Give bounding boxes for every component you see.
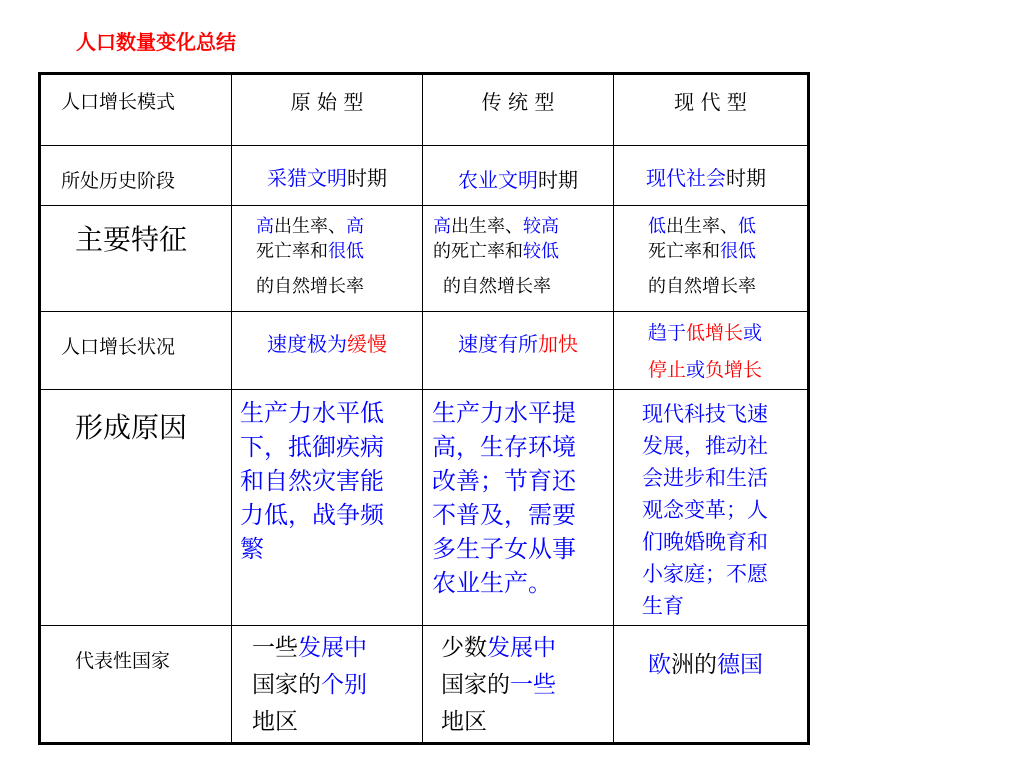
text-line — [441, 704, 613, 741]
cell-stage-modern — [614, 146, 809, 206]
header-row-label-text: 人口增长模式 — [61, 91, 176, 113]
header-modern — [614, 74, 809, 146]
text-line: 观念变革；人 — [642, 498, 768, 522]
row-label-status-text: 人口增长状况 — [61, 336, 176, 358]
text-segment: 出生率、 — [666, 216, 738, 237]
text-line: 不普及，需要 — [432, 501, 576, 529]
text-segment: 发展中 — [298, 635, 367, 661]
text-segment: 高 — [256, 216, 274, 237]
header-primitive-text: 原 始 型 — [290, 90, 364, 114]
stage-modern-text — [614, 146, 807, 191]
text-line: 现代科技飞速 — [642, 402, 768, 426]
status-primitive-text — [232, 312, 422, 357]
text-line — [256, 274, 422, 299]
text-segment: 很低 — [328, 241, 364, 262]
text-line — [441, 630, 613, 667]
text-segment: 时期 — [726, 166, 766, 190]
text-line — [433, 239, 613, 264]
text-segment: 负增长 — [705, 359, 763, 381]
text-segment: 出生率、 — [451, 216, 523, 237]
row-label-stage-text: 所处历史阶段 — [61, 170, 176, 192]
text-line: 小家庭；不愿 — [642, 562, 768, 586]
text-segment: 的自然增长率 — [443, 276, 551, 297]
text-line: 生产力水平提 — [432, 399, 576, 427]
text-line: 发展，推动社 — [642, 434, 768, 458]
text-segment: 时期 — [538, 168, 578, 192]
text-segment: 低增长 — [686, 322, 744, 344]
text-segment: 死亡率和 — [648, 241, 720, 262]
text-segment: 死亡率和 — [256, 241, 328, 262]
countries-modern-text — [614, 626, 807, 679]
text-segment: 停止 — [648, 359, 687, 381]
cell-causes-primitive — [232, 390, 423, 626]
text-segment: 加快 — [538, 332, 578, 356]
row-label-causes-text: 形成原因 — [75, 411, 188, 444]
text-segment: 的死亡率和 — [433, 241, 523, 262]
cell-countries-modern — [614, 626, 809, 744]
text-segment: 少数 — [441, 635, 487, 661]
text-line — [648, 239, 807, 264]
text-segment: 速度有所 — [458, 332, 538, 356]
text-segment: 地区 — [441, 709, 487, 735]
text-line: 们晚婚晚育和 — [642, 530, 768, 554]
stage-primitive-text — [232, 146, 422, 191]
text-segment: 洲的 — [671, 652, 717, 678]
cell-status-primitive — [232, 312, 423, 390]
text-segment: 出生率、 — [274, 216, 346, 237]
row-label-stage — [40, 146, 232, 206]
cell-stage-traditional — [423, 146, 614, 206]
status-modern-text — [614, 312, 807, 389]
text-segment: 一些 — [510, 672, 556, 698]
text-segment: 高 — [433, 216, 451, 237]
features-primitive-text — [232, 206, 422, 299]
row-label-status — [40, 312, 232, 390]
header-modern-text: 现 代 型 — [674, 90, 747, 114]
text-line: 生产力水平低 — [240, 399, 384, 427]
text-line — [433, 274, 613, 299]
cell-features-modern — [614, 206, 809, 312]
text-segment: 欧 — [648, 652, 671, 678]
text-line — [252, 667, 422, 704]
header-traditional — [423, 74, 614, 146]
countries-primitive-text — [232, 626, 422, 741]
text-line — [433, 214, 613, 239]
text-segment: 或 — [743, 322, 763, 344]
text-segment: 国家的 — [441, 672, 510, 698]
countries-traditional-text — [423, 626, 613, 741]
row-label-countries-text: 代表性国家 — [75, 650, 171, 672]
text-segment: 时期 — [347, 166, 387, 190]
causes-modern-text — [614, 390, 807, 622]
header-primitive — [232, 74, 423, 146]
text-line: 多生子女从事 — [432, 535, 576, 563]
cell-features-traditional — [423, 206, 614, 312]
causes-primitive-text — [232, 390, 422, 566]
row-label-causes — [40, 390, 232, 626]
text-segment: 的自然增长率 — [648, 276, 756, 297]
text-line: 农业生产。 — [432, 569, 552, 597]
text-segment: 的自然增长率 — [256, 276, 364, 297]
text-line — [648, 214, 807, 239]
text-segment: 国家的 — [252, 672, 321, 698]
status-traditional-text — [423, 312, 613, 357]
row-label-features — [40, 206, 232, 312]
text-segment: 发展中 — [487, 635, 556, 661]
text-segment: 采猎文明 — [267, 166, 347, 190]
header-row-label — [40, 74, 232, 146]
text-line — [256, 214, 422, 239]
text-line: 和自然灾害能 — [240, 467, 384, 495]
text-line: 下，抵御疾病 — [240, 433, 384, 461]
text-line — [252, 630, 422, 667]
text-segment: 速度极为 — [267, 332, 347, 356]
text-segment: 高 — [346, 216, 364, 237]
text-line: 力低，战争频 — [240, 501, 384, 529]
row-label-countries — [40, 626, 232, 744]
text-line: 改善；节育还 — [432, 467, 576, 495]
text-segment: 趋于 — [648, 322, 687, 344]
cell-status-modern — [614, 312, 809, 390]
text-segment: 低 — [738, 216, 756, 237]
text-line: 高，生存环境 — [432, 433, 576, 461]
cell-causes-modern — [614, 390, 809, 626]
text-segment: 德国 — [717, 652, 763, 678]
text-segment: 低 — [648, 216, 666, 237]
cell-countries-primitive — [232, 626, 423, 744]
text-line: 会进步和生活 — [642, 466, 768, 490]
text-segment: 一些 — [252, 635, 298, 661]
cell-status-traditional — [423, 312, 614, 390]
header-traditional-text: 传 统 型 — [481, 90, 555, 114]
text-line — [648, 352, 807, 389]
text-segment: 现代社会 — [646, 166, 726, 190]
text-segment: 很低 — [720, 241, 756, 262]
text-line: 繁 — [240, 535, 264, 563]
text-segment: 或 — [686, 359, 706, 381]
text-segment: 农业文明 — [458, 168, 538, 192]
causes-traditional-text — [423, 390, 613, 600]
population-growth-table — [38, 72, 810, 745]
text-segment: 缓慢 — [347, 332, 387, 356]
text-line: 生育 — [642, 594, 684, 618]
page-title: 人口数量变化总结 — [76, 30, 236, 54]
text-segment: 地区 — [252, 709, 298, 735]
cell-countries-traditional — [423, 626, 614, 744]
text-line — [648, 274, 807, 299]
text-line — [648, 315, 807, 352]
cell-causes-traditional — [423, 390, 614, 626]
cell-stage-primitive — [232, 146, 423, 206]
text-segment: 较高 — [523, 216, 559, 237]
text-segment: 个别 — [321, 672, 367, 698]
row-label-features-text: 主要特征 — [75, 223, 188, 256]
text-line — [441, 667, 613, 704]
features-modern-text — [614, 206, 807, 299]
cell-features-primitive — [232, 206, 423, 312]
features-traditional-text — [423, 206, 613, 299]
text-line — [252, 704, 422, 741]
text-line — [256, 239, 422, 264]
stage-traditional-text — [423, 146, 613, 193]
text-segment: 较低 — [523, 241, 559, 262]
